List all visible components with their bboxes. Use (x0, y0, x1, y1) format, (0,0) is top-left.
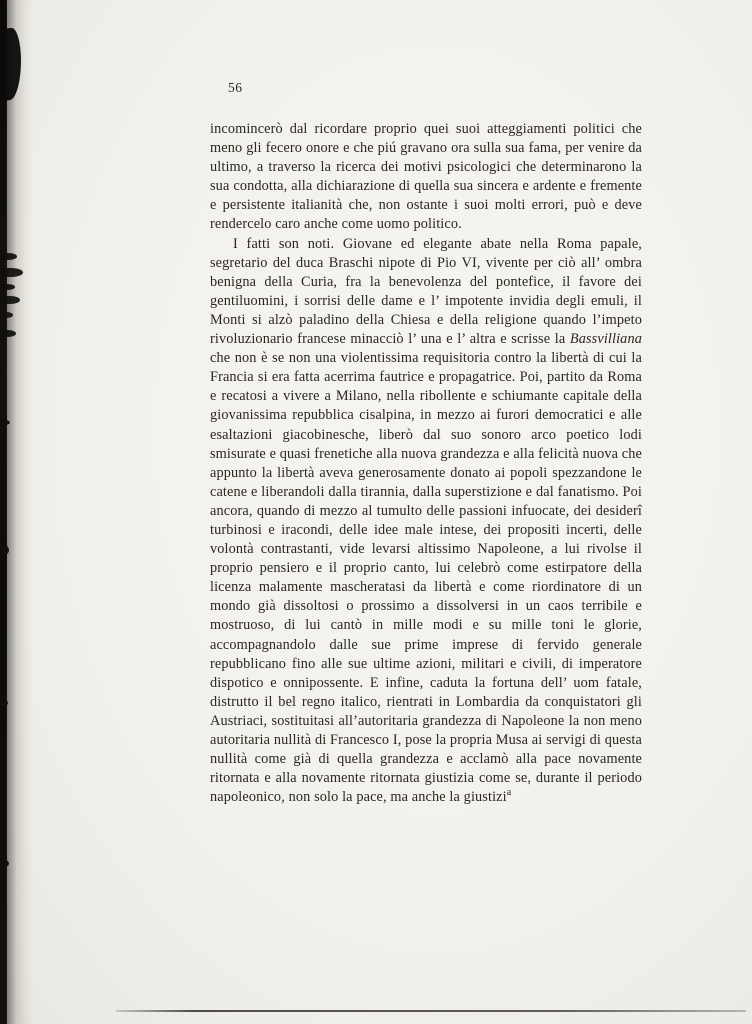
scan-speck (0, 860, 9, 867)
scan-speck (0, 268, 23, 277)
text-block (210, 120, 642, 807)
scan-speck (0, 312, 13, 318)
scan-bottom-page-edge-line (116, 1010, 746, 1012)
page-number: 56 (228, 80, 243, 95)
book-title-italic: Bassvilliana (569, 331, 642, 348)
scan-speck (0, 284, 15, 290)
paragraph-2 (210, 235, 642, 808)
scan-speck (0, 330, 16, 337)
scan-speck (0, 253, 17, 260)
paragraph-2-text: I fatti son noti. Giovane ed elegante abate nella Roma papale, segretario del duca Braschi nipote di Pio VI, vivente per ciò all’ ombra benigna della Curia, fra la benevolenza del pontefice, il favore dei gentiluomini, i sorrisi delle dame e l’ impotente invidia degli emuli, il Monti si alzò paladino della Chiesa e della religione quando l’impeto rivoluzionario francese minacciò l’ una e l’ altra e scrisse la (210, 235, 642, 348)
binding-shadow-gradient (6, 0, 34, 1024)
paragraph-2-text-continued: che non è se non una violentissima requisitoria contro la libertà di cui la Francia si era fatta acerrima fautrice e propagatrice. Poi, partito da Roma e recatosi a vivere a Milano, nella ribollente e schiumante capitale della giovanissima repubblica cisalpina, in mezzo ai furori democratici e alle esaltazioni giacobinesche, liberò dal suo sonoro arco poetico lodi smisurate e quasi frenetiche alla nuova grandezza e alla felicità nuova che appunto la libertà aveva generosamente donato ai popoli spezzandone le catene e liberandoli dalla tirannia, dalla superstizione e dal fanatismo. Poi ancora, quando di mezzo al tumulto delle passioni infuocate, dei desiderî turbinosi e iracondi, delle idee male intese, dei propositi incerti, delle volontà contrastanti, vide levarsi altissimo Napoleone, a lui rivolse il proprio pensiero e il proprio canto, lui celebrò come estirpatore della licenza malamente mascheratasi da libertà e come riordinatore di un mondo già dissoltosi o prossimo a dissolversi in un caos terribile e mostruoso, di lui cantò in mille modi e su mille toni le glorie, accompagnandolo dalle sue prime imprese di fervido generale repubblicano fino alle sue ultime azioni, militari e civili, di imperatore dispotico e onnipossente. E infine, caduta la fortuna dell’ uom fatale, distrutto il bel regno italico, rientrati in Lombardia da conquistatori gli Austriaci, sostituitasi all’autoritaria grandezza di Napoleone la non meno autoritaria nullità di Francesco I, pose la propria Musa ai servigi di questa nullità come già di quella grandezza e acclamò alla pace novamente ritornata e alla novamente ritornata giustizia come se, durante il periodo napoleonico, non solo la pace, ma anche la giustizi (210, 350, 642, 806)
superscript-letter: a (506, 787, 512, 799)
scan-speck (0, 420, 10, 425)
scan-speck (0, 545, 9, 555)
paragraph-1: incomincerò dal ricordare proprio quei suoi atteggiamenti politici che meno gli fecero onore e che piú gravano ora sulla sua fama, per venire da ultimo, a traverso la ricerca dei motivi psicologici che determinarono la sua condotta, alla dichiarazione di quella sua sincera e ardente e fremente e persistente italianità che, non ostante i suoi molti errori, può e deve rendercelo caro anche come uomo politico. (210, 121, 642, 233)
scan-speck (0, 700, 8, 706)
scan-speck (0, 296, 20, 304)
